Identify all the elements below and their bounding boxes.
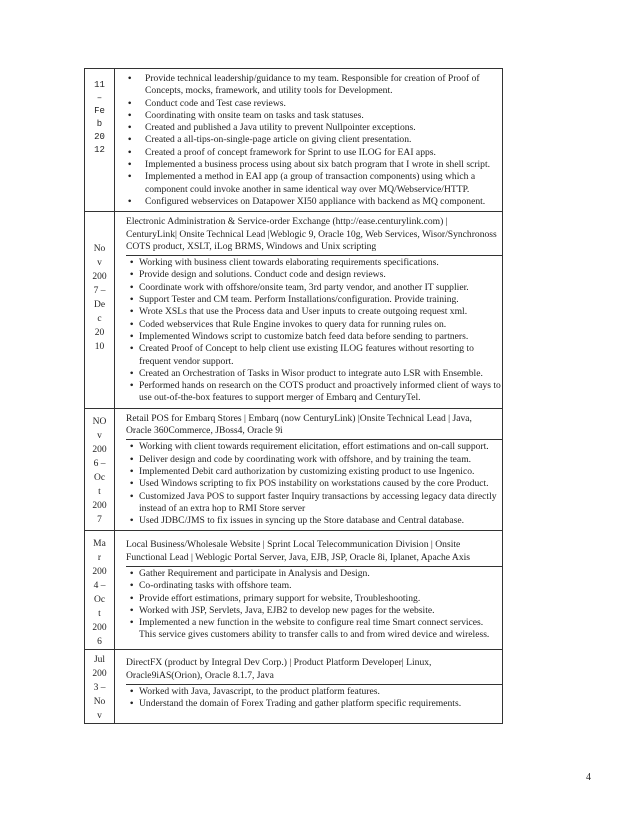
table-row bbox=[85, 69, 503, 212]
project-header: Retail POS for Embarq Stores | Embarq (now CenturyLink) |Onsite Technical Lead | Java, Oracle 360Commerce, JBoss4, Oracle 9i bbox=[126, 412, 472, 437]
date-line: 4 – bbox=[93, 581, 106, 592]
bullet-item: • Conduct code and Test case reviews. bbox=[126, 98, 498, 110]
date-line: De bbox=[93, 300, 106, 311]
date-line: 7 – bbox=[93, 286, 106, 297]
table-row bbox=[85, 408, 503, 531]
bullet-item: • Implemented a business process using about six batch program that I wrote in shell script. bbox=[126, 159, 498, 171]
date-line: 200 bbox=[92, 567, 107, 578]
bullet-item: • Used Windows scripting to fix POS instability on workstations caused by the core Product. bbox=[126, 478, 502, 490]
date-line: r bbox=[97, 553, 102, 564]
bullet-item: • Coordinating with onsite team on tasks and task statuses. bbox=[126, 110, 498, 122]
date-line: Fe bbox=[94, 106, 105, 116]
date-line: 200 bbox=[92, 623, 107, 634]
bullet-item: • Support Tester and CM team. Perform Installations/configuration. Provide training. bbox=[126, 294, 502, 306]
bullet-item: • Created a all-tips-on-single-page article on giving client presentation. bbox=[126, 134, 498, 146]
date-line: Oc bbox=[93, 472, 106, 483]
bullet-item: • Provide technical leadership/guidance to my team. Responsible for creation of Proof of Concepts, mocks, framework, and utility tools for Development. bbox=[126, 73, 498, 98]
date-cell bbox=[85, 650, 115, 724]
bullet-item: • Implemented a new function in the website to configure real time Smart connect services. This service gives customers ability to transfer calls to and from wired device and wireless. bbox=[126, 617, 502, 642]
bullet-item: • Coordinate work with offshore/onsite team, 3rd party vendor, and another IT supplier. bbox=[126, 282, 502, 294]
date-line: v bbox=[97, 711, 102, 722]
content-cell bbox=[115, 531, 503, 650]
date-line: 200 bbox=[92, 272, 107, 283]
date-cell bbox=[85, 212, 115, 408]
date-line: t bbox=[98, 486, 101, 497]
date-line: 10 bbox=[94, 342, 105, 353]
bullet-item: • Worked with Java, Javascript, to the product platform features. bbox=[126, 686, 502, 698]
bullet-list bbox=[126, 73, 498, 208]
date-line: 6 bbox=[97, 637, 102, 648]
date-line: v bbox=[97, 430, 102, 441]
bullet-item: • Working with business client towards elaborating requirements specifications. bbox=[126, 257, 502, 269]
date-line: 11 bbox=[94, 80, 105, 90]
date-line: Ma bbox=[93, 539, 106, 550]
bullet-item: • Performed hands on research on the COTS product and proactively informed client of ways to use out-of-the-box features to support merger of Embarq and CenturyTel. bbox=[126, 380, 502, 405]
date-line: Oc bbox=[93, 595, 106, 606]
date-line: 7 bbox=[97, 514, 102, 525]
date-line: 20 bbox=[94, 132, 105, 142]
date-line: No bbox=[93, 244, 106, 255]
content-cell bbox=[115, 650, 503, 724]
table-row bbox=[85, 531, 503, 650]
bullet-item: • Customized Java POS to support faster Inquiry transactions by accessing legacy data directly instead of an extra hop to RMI Store server bbox=[126, 491, 502, 516]
experience-table bbox=[84, 68, 503, 724]
date-line: 200 bbox=[92, 500, 107, 511]
date-line: c bbox=[97, 314, 102, 325]
bullet-item: • Configured webservices on Datapower XI50 appliance with backend as MQ component. bbox=[126, 196, 498, 208]
date-line: 6 – bbox=[93, 458, 106, 469]
bullet-item: • Working with client towards requirement elicitation, effort estimations and on-call support. bbox=[126, 441, 502, 453]
date-line: 20 bbox=[94, 328, 105, 339]
date-line: t bbox=[98, 609, 101, 620]
bullet-item: • Implemented Windows script to customize batch feed data before sending to partners. bbox=[126, 331, 502, 343]
bullet-item: • Created and published a Java utility to prevent Nullpointer exceptions. bbox=[126, 122, 498, 134]
content-cell bbox=[115, 408, 503, 531]
date-line: – bbox=[96, 93, 103, 103]
bullet-list bbox=[126, 255, 502, 405]
bullet-item: • Co-ordinating tasks with offshore team. bbox=[126, 580, 502, 592]
date-line: b bbox=[96, 119, 103, 129]
bullet-item: • Provide design and solutions. Conduct code and design reviews. bbox=[126, 269, 502, 281]
date-line: 200 bbox=[92, 444, 107, 455]
content-cell bbox=[115, 69, 503, 212]
bullet-list bbox=[126, 684, 502, 711]
bullet-list bbox=[126, 566, 502, 642]
bullet-item: • Gather Requirement and participate in Analysis and Design. bbox=[126, 568, 502, 580]
project-header: Local Business/Wholesale Website | Sprint Local Telecommunication Division | Onsite Functional Lead | Weblogic Portal Server, Java, EJB, JSP, Oracle 8i, Iplanet, Apache Axis bbox=[126, 539, 471, 563]
bullet-item: • Worked with JSP, Servlets, Java, EJB2 to develop new pages for the website. bbox=[126, 605, 502, 617]
date-line: 3 – bbox=[93, 683, 106, 694]
page-number: 4 bbox=[586, 772, 591, 783]
bullet-item: • Wrote XSLs that use the Process data and User inputs to create outgoing request xml. bbox=[126, 306, 502, 318]
bullet-item: • Created an Orchestration of Tasks in Wisor product to integrate auto LSR with Ensemble. bbox=[126, 368, 502, 380]
project-header: DirectFX (product by Integral Dev Corp.) | Product Platform Developer| Linux, Oracle9iAS(Orion), Oracle 8.1.7, Java bbox=[126, 657, 432, 681]
bullet-item: • Created Proof of Concept to help client use existing ILOG features without resorting to frequent vendor support. bbox=[126, 343, 502, 368]
date-cell bbox=[85, 69, 115, 212]
date-line: 200 bbox=[92, 669, 107, 680]
table-row bbox=[85, 650, 503, 724]
bullet-item: • Deliver design and code by coordinating work with offshore, and by training the team. bbox=[126, 454, 502, 466]
bullet-item: • Understand the domain of Forex Trading and gather platform specific requirements. bbox=[126, 698, 502, 710]
bullet-item: • Implemented a method in EAI app (a group of transaction components) using which a component could invoke another in same identical way over MQ/Webservice/HTTP. bbox=[126, 171, 498, 196]
date-line: NO bbox=[92, 416, 107, 427]
project-header: Electronic Administration & Service-order Exchange (http://ease.centurylink.com) | CenturyLink| Onsite Technical Lead |Weblogic 9, Oracle 10g, Web Services, Wisor/Synchronoss COTS product, XSLT, iLog BRMS, Windows and Unix scripting bbox=[126, 216, 497, 252]
bullet-item: • Provide effort estimations, primary support for website, Troubleshooting. bbox=[126, 593, 502, 605]
date-cell bbox=[85, 531, 115, 650]
content-cell bbox=[115, 212, 503, 408]
date-line: 12 bbox=[94, 145, 105, 155]
bullet-item: • Used JDBC/JMS to fix issues in syncing up the Store database and Central database. bbox=[126, 515, 502, 527]
date-line: No bbox=[93, 697, 106, 708]
bullet-item: • Implemented Debit card authorization by customizing existing product to use Ingenico. bbox=[126, 466, 502, 478]
date-line: v bbox=[97, 258, 102, 269]
bullet-item: • Coded webservices that Rule Engine invokes to query data for running rules on. bbox=[126, 319, 502, 331]
bullet-list bbox=[126, 439, 502, 527]
date-cell bbox=[85, 408, 115, 531]
bullet-item: • Created a proof of concept framework for Sprint to use ILOG for EAI apps. bbox=[126, 147, 498, 159]
table-row bbox=[85, 212, 503, 408]
date-line: Jul bbox=[93, 655, 106, 666]
